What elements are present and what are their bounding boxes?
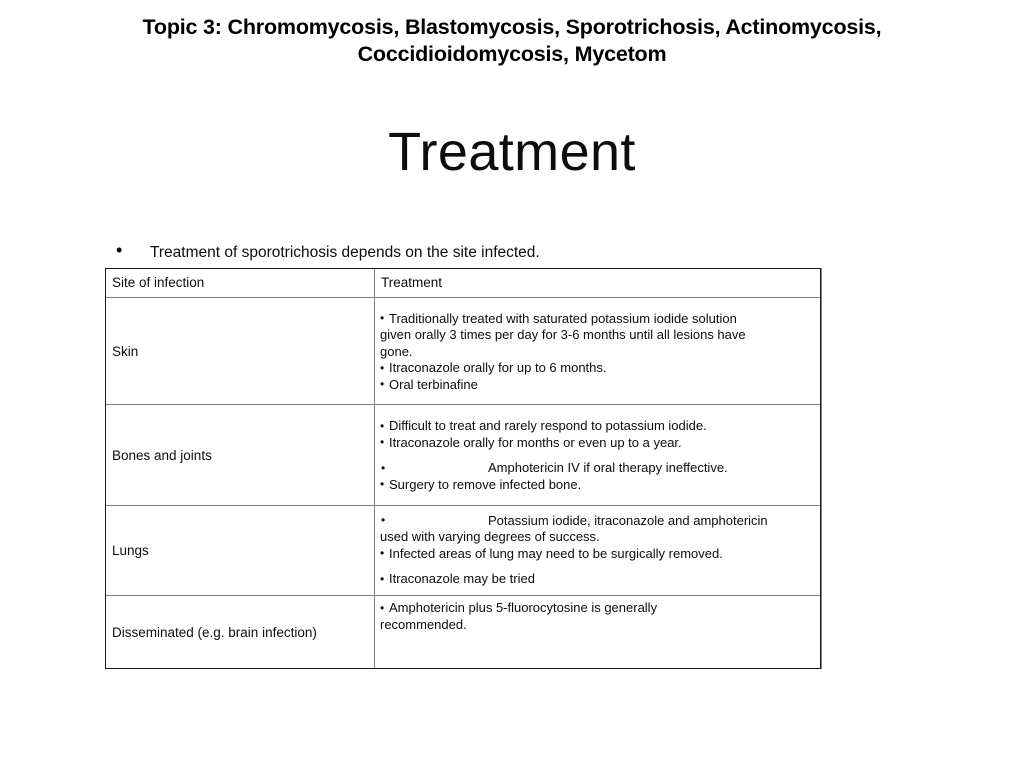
treatment-text: Itraconazole orally for months or even up to a year.: [389, 434, 682, 450]
site-of-infection-cell: Lungs: [106, 506, 375, 596]
treatment-text: Itraconazole may be tried: [389, 571, 535, 586]
treatment-text: Potassium iodide, itraconazole and amphotericin: [488, 512, 768, 528]
intro-bullet-text: Treatment of sporotrichosis depends on the site infected.: [150, 244, 540, 261]
table-row: [106, 298, 822, 405]
treatment-list: [380, 418, 813, 493]
table-row: [106, 506, 822, 596]
table-header-row: [106, 269, 822, 298]
treatment-list-item: [380, 617, 813, 634]
site-of-infection-cell: Skin: [106, 298, 375, 405]
treatment-list-item: [380, 600, 813, 617]
treatment-text: Amphotericin IV if oral therapy ineffective.: [488, 460, 728, 475]
treatment-text: Itraconazole orally for up to 6 months.: [389, 360, 607, 376]
treatment-list-item: [380, 311, 813, 328]
treatment-text: Oral terbinafine: [389, 376, 478, 392]
column-header-treatment: Treatment: [375, 269, 822, 298]
treatment-list-item: [380, 360, 813, 377]
treatment-text: recommended.: [380, 616, 467, 632]
treatment-text: Surgery to remove infected bone.: [389, 476, 582, 492]
treatment-cell: [375, 298, 822, 405]
table-row: [106, 405, 822, 506]
treatment-list: [380, 311, 813, 394]
treatment-list-item: [380, 344, 813, 361]
treatment-list-item: [380, 377, 813, 394]
treatment-text: Traditionally treated with saturated potassium iodide solution: [389, 310, 737, 326]
slide-topic-header: Topic 3: Chromomycosis, Blastomycosis, Sporotrichosis, Actinomycosis, Coccidioidomycosis, Mycetom: [142, 15, 882, 66]
treatment-cell: [375, 506, 822, 596]
site-of-infection-cell: Disseminated (e.g. brain infection): [106, 596, 375, 669]
treatment-list-item: [380, 546, 813, 563]
treatment-text: given orally 3 times per day for 3-6 months until all lesions have: [380, 327, 746, 343]
treatment-list-item: [380, 529, 813, 546]
treatment-list-item: [380, 435, 813, 452]
treatment-list-item: [380, 571, 813, 588]
treatment-text: Infected areas of lung may need to be surgically removed.: [389, 545, 723, 561]
treatment-text: Amphotericin plus 5-fluorocytosine is generally: [389, 600, 658, 615]
treatment-text: gone.: [380, 343, 413, 359]
treatment-list-item: [380, 513, 813, 530]
intro-bullet-row: [105, 240, 865, 265]
table-row: [106, 596, 822, 669]
treatment-table-wrapper: [105, 268, 821, 669]
treatment-list-item: [380, 418, 813, 435]
treatment-list: [380, 600, 813, 633]
column-header-site: Site of infection: [106, 269, 375, 298]
treatment-table: [105, 268, 822, 669]
treatment-list-item: [380, 327, 813, 344]
bullet-icon: •: [116, 240, 123, 260]
treatment-cell: [375, 405, 822, 506]
page-title: Treatment: [388, 122, 636, 182]
treatment-text: used with varying degrees of success.: [380, 529, 600, 544]
treatment-text: Difficult to treat and rarely respond to potassium iodide.: [389, 418, 707, 433]
treatment-cell: [375, 596, 822, 669]
treatment-list-item: [380, 477, 813, 494]
treatment-list-item: [380, 460, 813, 477]
site-of-infection-cell: Bones and joints: [106, 405, 375, 506]
treatment-list: [380, 513, 813, 588]
